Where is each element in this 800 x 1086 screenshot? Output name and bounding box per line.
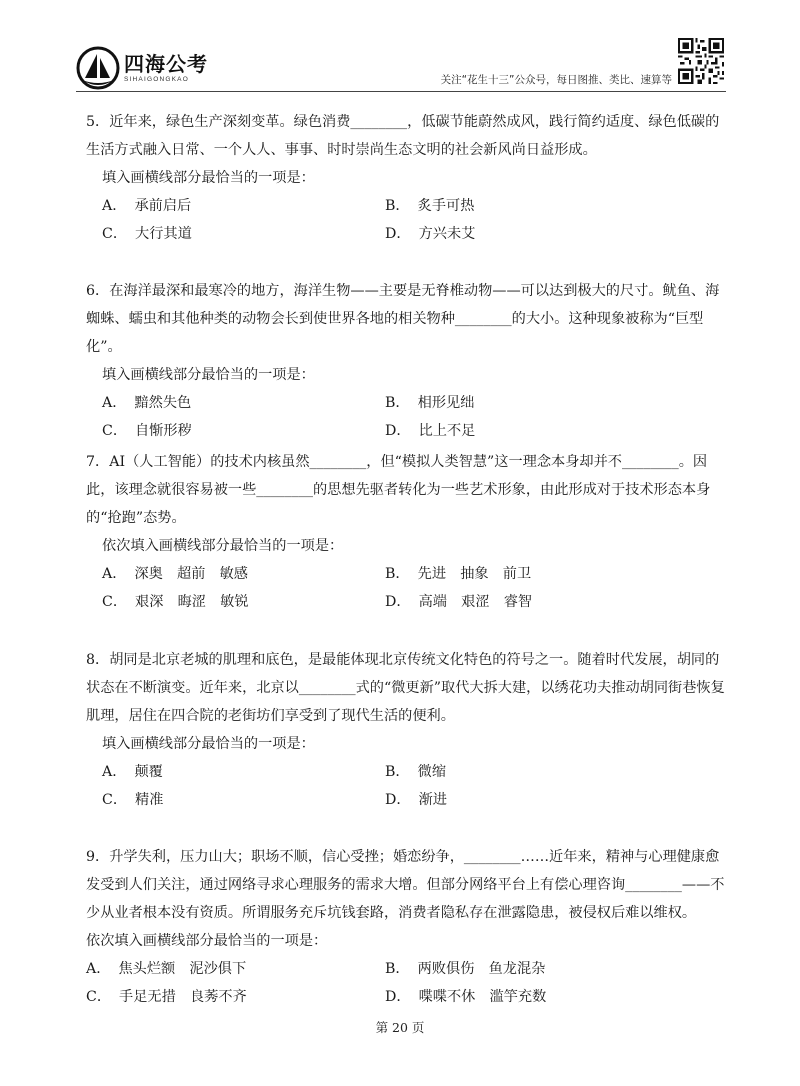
qr-code-icon: [678, 38, 724, 84]
option-d[interactable]: D． 喋喋不休 滥竽充数: [385, 989, 547, 1005]
logo-chinese-name: 四海公考: [124, 51, 208, 76]
option-a[interactable]: A． 黯然失色: [102, 395, 192, 411]
option-d[interactable]: D． 渐进: [385, 792, 447, 808]
question-stem: 5．近年来，绿色生产深刻变革。绿色消费________，低碳节能蔚然成风，践行简约适度、绿色低碳的生活方式融入日常、一个人人、事事、时时崇尚生态文明的社会新风尚日益形成。: [86, 114, 720, 158]
question-stem: 8．胡同是北京老城的肌理和底色，是最能体现北京传统文化特色的符号之一。随着时代发展，胡同的状态在不断演变。近年来，北京以________式的“微更新”取代大拆大建，以绣花功夫推动胡同街巷恢复肌理，居住在四合院的老街坊们享受到了现代生活的便利。: [86, 652, 725, 724]
header-note: 关注“花生十三”公众号，每日图推、类比、速算等: [440, 74, 672, 86]
question-9: [86, 843, 726, 1011]
option-d[interactable]: D． 高端 艰涩 睿智: [385, 594, 533, 610]
question-5: [86, 108, 726, 248]
options: [86, 955, 726, 1011]
logo-english-name: SIHAIGONGKAO: [124, 75, 189, 83]
question-instruction: 填入画横线部分最恰当的一项是：: [102, 170, 315, 186]
option-d[interactable]: D． 比上不足: [385, 423, 476, 439]
option-b[interactable]: B． 两败俱伤 鱼龙混杂: [385, 961, 546, 977]
question-8: [86, 646, 726, 814]
page-number: 第 20 页: [375, 1020, 425, 1035]
option-a[interactable]: A． 承前启后: [102, 198, 192, 214]
option-c[interactable]: C． 自惭形秽: [102, 423, 192, 439]
option-c[interactable]: C． 大行其道: [102, 226, 192, 242]
question-instruction: 依次填入画横线部分最恰当的一项是：: [102, 538, 344, 554]
option-a[interactable]: A． 焦头烂额 泥沙俱下: [86, 961, 247, 977]
option-a[interactable]: A． 颠覆: [102, 764, 163, 780]
options: [86, 389, 726, 445]
options: [86, 758, 726, 814]
question-6: [86, 277, 726, 445]
options: [86, 192, 726, 248]
option-b[interactable]: B． 微缩: [385, 764, 447, 780]
options: [86, 560, 726, 616]
option-c[interactable]: C． 手足无措 良莠不齐: [86, 989, 247, 1005]
logo: [76, 46, 208, 90]
page-header: [0, 0, 800, 100]
question-instruction: 填入画横线部分最恰当的一项是：: [102, 367, 315, 383]
option-b[interactable]: B． 相形见绌: [385, 395, 475, 411]
question-stem: 6．在海洋最深和最寒冷的地方，海洋生物——主要是无脊椎动物——可以达到极大的尺寸。鱿鱼、海蜘蛛、蠕虫和其他种类的动物会长到使世界各地的相关物种________的大小。这种现象被称为“巨型化”。: [86, 283, 720, 355]
question-stem: 9．升学失利，压力山大；职场不顺，信心受挫；婚恋纷争，________……近年来，精神与心理健康愈发受到人们关注，通过网络寻求心理服务的需求大增。但部分网络平台上有偿心理咨询________——不少从业者根本没有资质。所谓服务充斥坑钱套路，消费者隐私存在泄露隐患，被侵权后难以维权。: [86, 849, 725, 921]
option-b[interactable]: B． 炙手可热: [385, 198, 475, 214]
sailboat-logo-icon: [76, 46, 120, 90]
header-divider: [76, 91, 726, 92]
question-instruction: 依次填入画横线部分最恰当的一项是：: [86, 933, 328, 949]
option-b[interactable]: B． 先进 抽象 前卫: [385, 566, 532, 582]
option-d[interactable]: D． 方兴未艾: [385, 226, 476, 242]
question-stem: 7．AI（人工智能）的技术内核虽然________，但“模拟人类智慧”这一理念本身却并不________。因此，该理念就很容易被一些________的思想先驱者转化为一些艺术形象，由此形成对于技术形态本身的“抢跑”态势。: [86, 454, 711, 526]
option-c[interactable]: C． 艰深 晦涩 敏锐: [102, 594, 249, 610]
option-c[interactable]: C． 精准: [102, 792, 164, 808]
option-a[interactable]: A． 深奥 超前 敏感: [102, 566, 248, 582]
question-7: [86, 448, 726, 616]
question-instruction: 填入画横线部分最恰当的一项是：: [102, 736, 315, 752]
